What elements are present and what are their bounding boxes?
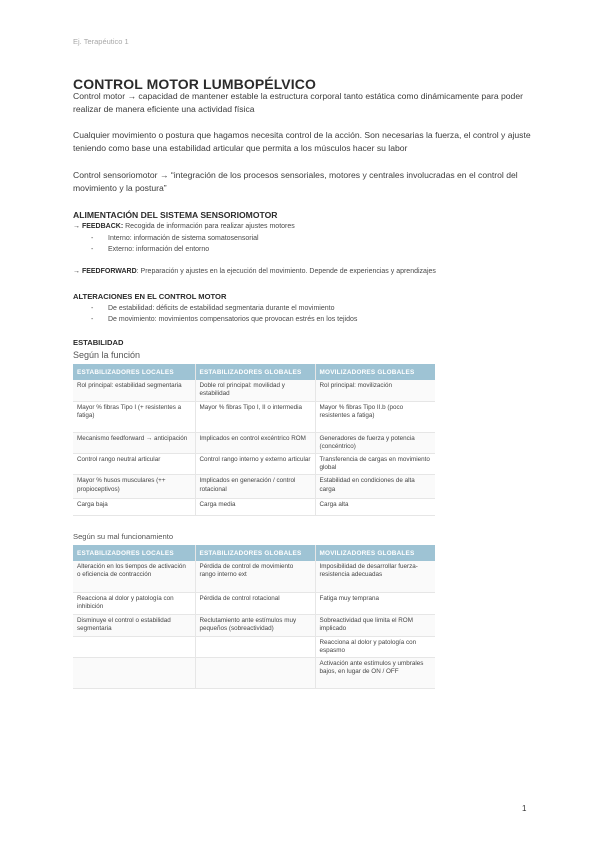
table-cell <box>195 657 315 688</box>
table-segun-funcion <box>73 364 435 516</box>
table-row <box>73 614 435 636</box>
table-cell: Disminuye el control o estabilidad segmentaria <box>73 614 195 636</box>
paragraph-control-sensoriomotor: Control sensoriomotor → “integración de los procesos sensoriales, motores y centrales involucradas en el control del movimiento y la postura” <box>73 170 518 193</box>
table-row <box>73 636 435 657</box>
table-row <box>73 561 435 592</box>
feedback-label: → FEEDBACK: <box>73 223 124 230</box>
table-cell: Mayor % fibras Tipo I, II o intermedia <box>195 401 315 432</box>
table-cell <box>195 636 315 657</box>
table-cell: Fatiga muy temprana <box>315 592 435 614</box>
column-header: MOVILIZADORES GLOBALES <box>315 545 435 561</box>
table-cell: Pérdida de control de movimiento rango interno ext <box>195 561 315 592</box>
table-row <box>73 592 435 614</box>
table-row <box>73 453 435 474</box>
table-segun-mal-funcionamiento <box>73 545 435 689</box>
table-row <box>73 401 435 432</box>
table-row <box>73 657 435 688</box>
feedforward-label: → FEEDFORWARD <box>73 268 137 275</box>
feedforward-text: : Preparación y ajustes en la ejecución del movimiento. Depende de experiencias y aprendizajes <box>136 268 436 275</box>
table-cell: Implicados en control excéntrico ROM <box>195 432 315 453</box>
feedback-text: Recogida de información para realizar ajustes motores <box>123 223 295 230</box>
table-cell: Sobreactividad que limita el ROM implicado <box>315 614 435 636</box>
table-cell: Rol principal: movilización <box>315 380 435 401</box>
table-cell: Control rango neutral articular <box>73 453 195 474</box>
heading-alteraciones: ALTERACIONES EN EL CONTROL MOTOR <box>73 292 227 301</box>
feedback-item: - Externo: información del entorno <box>91 246 210 253</box>
table-cell: Mayor % fibras Tipo II.b (poco resistentes a fatiga) <box>315 401 435 432</box>
table-cell: Mecanismo feedforward → anticipación <box>73 432 195 453</box>
table-cell: Carga alta <box>315 499 435 516</box>
table-cell: Estabilidad en condiciones de alta carga <box>315 475 435 499</box>
table-cell: Mayor % fibras Tipo I (+ resistentes a fatiga) <box>73 401 195 432</box>
feedback-item: - Interno: información de sistema somatosensorial <box>91 235 259 242</box>
heading-estabilidad: ESTABILIDAD <box>73 338 124 347</box>
page-title: CONTROL MOTOR LUMBOPÉLVICO <box>73 76 316 92</box>
table-cell: Generadores de fuerza y potencia (concéntrico) <box>315 432 435 453</box>
page-number: 1 <box>522 804 527 813</box>
alteracion-item: - De movimiento: movimientos compensatorios que provocan estrés en los tejidos <box>91 316 358 323</box>
column-header: ESTABILIZADORES GLOBALES <box>195 545 315 561</box>
column-header: ESTABILIZADORES LOCALES <box>73 545 195 561</box>
table-cell: Carga baja <box>73 499 195 516</box>
table-cell <box>73 636 195 657</box>
alteracion-item: - De estabilidad: déficits de estabilidad segmentaria durante el movimiento <box>91 305 335 312</box>
table-cell: Rol principal: estabilidad segmentaria <box>73 380 195 401</box>
table-row <box>73 380 435 401</box>
table-cell <box>73 657 195 688</box>
table-row <box>73 432 435 453</box>
table-header-row <box>73 545 435 561</box>
paragraph-control-motor: Control motor → capacidad de mantener estable la estructura corporal tanto estática como dinámicamente para poder realizar de manera eficiente una actividad física <box>73 91 523 114</box>
column-header: ESTABILIZADORES GLOBALES <box>195 364 315 380</box>
subtitle-segun-mal-funcionamiento: Según su mal funcionamiento <box>73 532 174 541</box>
feedforward-line <box>73 268 436 275</box>
table-row <box>73 475 435 499</box>
subtitle-segun-funcion: Según la función <box>73 350 141 360</box>
table-cell: Imposibilidad de desarrollar fuerza-resistencia adecuadas <box>315 561 435 592</box>
table-row <box>73 499 435 516</box>
table-cell: Pérdida de control rotacional <box>195 592 315 614</box>
table-cell: Transferencia de cargas en movimiento global <box>315 453 435 474</box>
heading-alimentacion: ALIMENTACIÓN DEL SISTEMA SENSORIOMOTOR <box>73 210 278 220</box>
table-cell: Mayor % husos musculares (++ propioceptivos) <box>73 475 195 499</box>
table-cell: Control rango interno y externo articular <box>195 453 315 474</box>
table-cell: Carga media <box>195 499 315 516</box>
column-header: MOVILIZADORES GLOBALES <box>315 364 435 380</box>
table-header-row <box>73 364 435 380</box>
table-cell: Reacciona al dolor y patología con inhibición <box>73 592 195 614</box>
table-cell: Reacciona al dolor y patología con espasmo <box>315 636 435 657</box>
table-cell: Implicados en generación / control rotacional <box>195 475 315 499</box>
feedback-line <box>73 223 295 230</box>
paragraph-movimiento: Cualquier movimiento o postura que hagamos necesita control de la acción. Son necesarias la fuerza, el control y ajuste teniendo como base una estabilidad articular que permita a los músculos hacer su labor <box>73 130 531 153</box>
table-cell: Activación ante estímulos y umbrales bajos, en lugar de ON / OFF <box>315 657 435 688</box>
table-cell: Reclutamiento ante estímulos muy pequeños (sobreactividad) <box>195 614 315 636</box>
table-cell: Alteración en los tiempos de activación o eficiencia de contracción <box>73 561 195 592</box>
running-header: Ej. Terapéutico 1 <box>73 37 129 46</box>
column-header: ESTABILIZADORES LOCALES <box>73 364 195 380</box>
table-cell: Doble rol principal: movilidad y estabilidad <box>195 380 315 401</box>
